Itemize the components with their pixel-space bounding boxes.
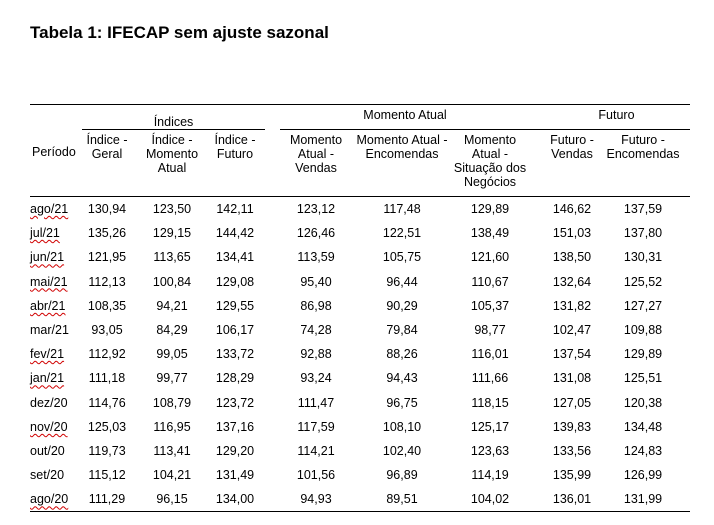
row-period-label — [30, 347, 64, 361]
table-cell: 123,50 — [152, 202, 192, 216]
table-cell: 124,83 — [623, 444, 663, 458]
column-header-indice-geral: Índice - Geral — [86, 133, 128, 161]
column-header-indice-momento-atual: Índice - Momento Atual — [145, 133, 199, 175]
table-cell: 133,56 — [552, 444, 592, 458]
table-cell: 89,51 — [386, 492, 418, 507]
table-cell: 128,29 — [215, 371, 255, 386]
table-cell: 130,94 — [87, 202, 127, 216]
table-cell: 123,72 — [215, 395, 255, 410]
table-cell: 108,10 — [382, 419, 422, 434]
row-period-label — [30, 250, 64, 264]
period-month: dez/20 — [30, 395, 68, 410]
table-cell: 106,17 — [215, 323, 255, 337]
ifecap-table — [30, 0, 690, 525]
table-cell: 88,26 — [386, 347, 418, 362]
table-cell: 96,89 — [386, 468, 418, 483]
period-month: abr/21 — [30, 298, 66, 313]
table-cell: 99,77 — [156, 371, 188, 386]
table-cell: 127,27 — [623, 298, 663, 313]
table-cell: 108,79 — [152, 395, 192, 410]
table-cell: 112,92 — [88, 347, 126, 362]
table-cell: 130,31 — [623, 250, 663, 265]
table-cell: 79,84 — [386, 323, 418, 337]
table-cell: 94,93 — [300, 492, 332, 507]
table-cell: 129,20 — [215, 444, 255, 458]
table-cell: 100,84 — [152, 274, 192, 289]
column-header-momento-encomendas: Momento Atual - Encomendas — [356, 133, 448, 161]
table-cell: 125,03 — [87, 419, 127, 434]
table-cell: 104,02 — [470, 492, 510, 507]
table-cell: 101,56 — [296, 468, 336, 483]
table-cell: 131,49 — [215, 468, 255, 483]
table-cell: 113,59 — [297, 250, 335, 265]
table-cell: 116,01 — [471, 347, 509, 362]
table-cell: 125,17 — [470, 419, 510, 434]
table-cell: 111,47 — [297, 395, 335, 410]
table-cell: 126,46 — [296, 226, 336, 241]
table-cell: 121,60 — [470, 250, 510, 265]
column-header-momento-situacao: Momento Atual - Situação dos Negócios — [453, 133, 527, 189]
table-cell: 134,00 — [215, 492, 255, 507]
period-month: ago/21 — [30, 202, 69, 216]
table-cell: 105,75 — [382, 250, 422, 265]
row-period-label — [30, 299, 65, 313]
table-cell: 125,52 — [623, 274, 663, 289]
table-cell: 120,38 — [623, 395, 663, 410]
table-cell: 129,55 — [215, 298, 255, 313]
table-cell: 129,89 — [623, 347, 663, 362]
group-header-indices: Índices — [153, 115, 194, 129]
table-cell: 131,82 — [552, 298, 592, 313]
row-period-label — [30, 275, 68, 289]
table-cell: 116,95 — [153, 419, 191, 434]
row-period-label — [30, 420, 68, 434]
table-cell: 126,99 — [623, 468, 663, 483]
table-cell: 135,26 — [87, 226, 127, 241]
row-period-label — [30, 468, 64, 482]
table-cell: 137,16 — [215, 419, 255, 434]
table-cell: 105,37 — [470, 298, 510, 313]
table-cell: 123,63 — [470, 444, 510, 458]
period-month: set/20 — [30, 468, 65, 483]
period-month: fev/21 — [30, 347, 65, 362]
table-cell: 111,66 — [471, 371, 509, 386]
table-cell: 113,41 — [153, 444, 191, 458]
column-header-indice-futuro: Índice - Futuro — [214, 133, 256, 161]
table-cell: 114,76 — [88, 395, 126, 410]
table-cell: 96,44 — [386, 274, 418, 289]
table-cell: 137,80 — [623, 226, 663, 241]
table-cell: 96,75 — [386, 395, 418, 410]
table-cell: 127,05 — [552, 395, 592, 410]
period-month: jul/21 — [30, 226, 60, 241]
table-cell: 132,64 — [552, 274, 592, 289]
row-period-label — [30, 202, 68, 216]
table-cell: 122,51 — [382, 226, 422, 241]
table-cell: 84,29 — [156, 323, 188, 337]
table-cell: 129,08 — [215, 274, 255, 289]
table-cell: 99,05 — [156, 347, 188, 362]
indices-group-rule — [82, 129, 265, 130]
table-cell: 108,35 — [87, 298, 127, 313]
table-cell: 135,99 — [552, 468, 592, 483]
table-cell: 137,59 — [623, 202, 663, 216]
table-cell: 123,12 — [296, 202, 336, 216]
bottom-rule — [30, 511, 690, 512]
table-cell: 134,41 — [215, 250, 255, 265]
table-cell: 90,29 — [386, 298, 418, 313]
table-cell: 134,48 — [623, 419, 663, 434]
table-cell: 113,65 — [153, 250, 191, 265]
period-month: mai/21 — [30, 274, 68, 289]
table-cell: 98,77 — [474, 323, 506, 337]
futuro-group-rule — [543, 129, 690, 130]
row-period-label — [30, 226, 60, 240]
column-header-futuro-encomendas: Futuro - Encomendas — [606, 133, 680, 161]
period-month: jun/21 — [30, 250, 65, 265]
table-title: Tabela 1: IFECAP sem ajuste sazonal — [30, 23, 329, 42]
period-month: nov/20 — [30, 419, 68, 434]
table-cell: 121,95 — [87, 250, 127, 265]
table-cell: 111,29 — [88, 492, 126, 507]
table-cell: 109,88 — [623, 323, 663, 337]
table-cell: 129,89 — [470, 202, 510, 216]
period-month: mar/21 — [30, 323, 69, 337]
row-period-label — [30, 323, 69, 337]
period-month: ago/20 — [30, 492, 69, 507]
table-cell: 95,40 — [300, 274, 332, 289]
table-cell: 136,01 — [552, 492, 592, 507]
table-cell: 144,42 — [215, 226, 255, 241]
table-cell: 119,73 — [88, 444, 126, 458]
table-cell: 94,43 — [386, 371, 418, 386]
period-month: out/20 — [30, 444, 65, 458]
column-header-futuro-vendas: Futuro - Vendas — [550, 133, 594, 161]
row-period-label — [30, 396, 68, 410]
table-cell: 117,59 — [297, 419, 335, 434]
table-cell: 142,11 — [216, 202, 254, 216]
table-cell: 86,98 — [300, 298, 332, 313]
table-cell: 117,48 — [383, 202, 421, 216]
top-rule — [30, 104, 690, 105]
table-cell: 138,50 — [552, 250, 592, 265]
table-cell: 104,21 — [152, 468, 192, 483]
row-period-label — [30, 371, 64, 385]
table-cell: 133,72 — [215, 347, 255, 362]
table-cell: 92,88 — [300, 347, 332, 362]
table-cell: 96,15 — [156, 492, 188, 507]
table-cell: 94,21 — [156, 298, 188, 313]
table-cell: 111,18 — [88, 371, 126, 386]
table-cell: 131,08 — [552, 371, 592, 386]
period-month: jan/21 — [30, 371, 65, 386]
table-cell: 137,54 — [552, 347, 592, 362]
table-cell: 114,19 — [471, 468, 509, 483]
row-period-label — [30, 492, 68, 506]
table-cell: 114,21 — [297, 444, 335, 458]
table-cell: 74,28 — [300, 323, 332, 337]
table-cell: 115,12 — [88, 468, 126, 483]
momento-group-rule — [280, 129, 560, 130]
table-cell: 151,03 — [552, 226, 592, 241]
group-header-momento-atual: Momento Atual — [363, 108, 447, 122]
table-cell: 112,13 — [88, 274, 126, 289]
column-header-momento-vendas: Momento Atual - Vendas — [289, 133, 343, 175]
table-cell: 129,15 — [152, 226, 192, 241]
table-cell: 110,67 — [471, 274, 509, 289]
table-cell: 131,99 — [623, 492, 663, 507]
table-cell: 125,51 — [623, 371, 663, 386]
group-header-futuro: Futuro — [598, 108, 635, 122]
table-cell: 138,49 — [470, 226, 510, 241]
row-period-label — [30, 444, 65, 458]
table-cell: 139,83 — [552, 419, 592, 434]
table-cell: 102,47 — [552, 323, 592, 337]
header-bottom-rule — [30, 196, 690, 197]
table-cell: 93,05 — [91, 323, 123, 337]
table-cell: 93,24 — [300, 371, 332, 386]
table-cell: 146,62 — [552, 202, 592, 216]
column-header-periodo: Período — [32, 145, 76, 159]
table-cell: 102,40 — [382, 444, 422, 458]
table-cell: 118,15 — [471, 395, 509, 410]
